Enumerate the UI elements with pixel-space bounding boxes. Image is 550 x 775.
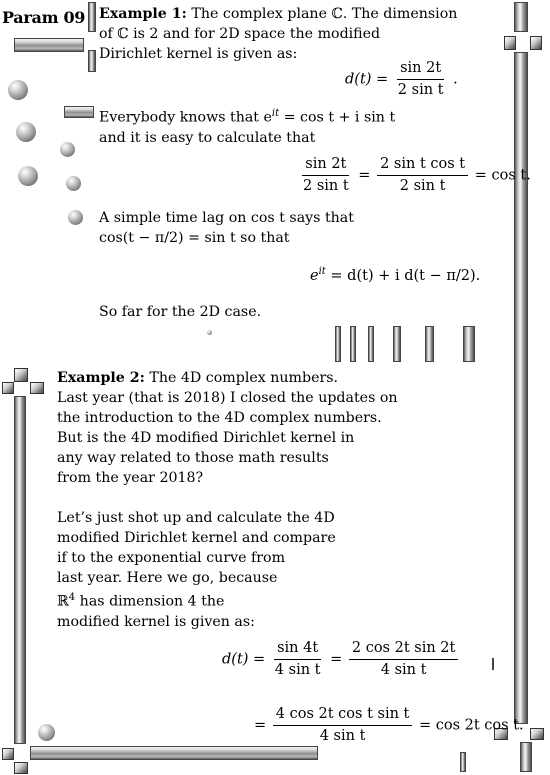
equation-2	[298, 156, 531, 195]
example1-line3: Dirichlet kernel is given as:	[99, 46, 298, 62]
decor-block-right-1	[504, 36, 516, 50]
example2-line10: last year. Here we go, because	[57, 570, 278, 586]
example2-line4: any way related to those math results	[57, 450, 329, 466]
decor-vbar-row-5	[425, 326, 434, 362]
eq3-sup: it	[318, 266, 326, 277]
decor-bar-left-long	[14, 396, 26, 744]
decor-vbar-row-6	[463, 326, 475, 362]
decor-bar-bottom-long	[30, 746, 318, 760]
decor-vbar-row-2	[350, 326, 356, 362]
eq2-fraction-1	[300, 156, 352, 195]
example2-line9: if to the exponential curve from	[57, 550, 286, 566]
decor-bar-right-bottom	[520, 742, 532, 772]
eq3-rest: = d(t) + i d(t − π/2).	[325, 267, 481, 284]
eq1-denominator: 2 sin t	[397, 82, 444, 98]
para3-line1: A simple time lag on cos t says that	[99, 210, 354, 226]
para2-sup: it	[271, 108, 280, 119]
eq5-denominator: 4 sin t	[319, 728, 366, 744]
decor-vbar-row-3	[368, 326, 374, 362]
eq5-tail: = cos 2t cos t.	[414, 717, 524, 734]
decor-bar-right-long	[514, 52, 528, 724]
example2-label: Example 2:	[57, 370, 145, 386]
example2-line12: modified kernel is given as:	[57, 613, 255, 630]
decor-sphere-3	[60, 142, 75, 157]
decor-vbar-row-4	[393, 326, 401, 362]
decor-block-right-2	[530, 36, 542, 50]
decor-bar-top-left-vert	[88, 2, 96, 32]
example2-line2: the introduction to the 4D complex numbers.	[57, 410, 382, 426]
para3-line2: cos(t − π/2) = sin t so that	[99, 230, 290, 246]
example2-line7: Let’s just shot up and calculate the 4D	[57, 510, 335, 526]
decor-bar-top-left-vert2	[88, 50, 96, 72]
decor-sphere-6	[68, 210, 83, 225]
eq1-numerator: sin 2t	[397, 60, 444, 80]
example1-paragraph	[99, 4, 457, 64]
decor-sphere-5	[66, 176, 81, 191]
equation-3	[310, 266, 480, 284]
eq4-numerator-2: 2 cos 2t sin 2t	[349, 640, 458, 660]
decor-block-left-3	[30, 382, 44, 394]
example2-r4-sup: 4	[68, 592, 76, 603]
example1-line2: of ℂ is 2 and for 2D space the modified	[99, 26, 381, 42]
decor-block-right-4	[530, 728, 544, 740]
decor-sphere-small	[207, 330, 212, 335]
eq4-numerator-1: sin 4t	[274, 640, 321, 660]
decor-bar-mid-left	[64, 106, 94, 118]
decor-block-left-5	[14, 762, 28, 774]
eq2-numerator-2: 2 sin t cos t	[377, 156, 468, 176]
equation-1	[345, 60, 458, 99]
example2-r4: ℝ	[57, 593, 69, 610]
equation-5	[254, 706, 524, 745]
equation-4	[222, 640, 460, 679]
example2-line0: The 4D complex numbers.	[144, 370, 339, 386]
paragraph-2	[99, 104, 395, 148]
decor-sphere-4	[18, 166, 38, 186]
eq4-fraction-2	[349, 640, 458, 679]
example2-line1: Last year (that is 2018) I closed the updates on	[57, 390, 398, 406]
eq2-denominator-2: 2 sin t	[399, 178, 446, 194]
example2-line8: modified Dirichlet kernel and compare	[57, 530, 336, 546]
decor-sphere-2	[16, 122, 36, 142]
eq2-numerator-1: sin 2t	[302, 156, 349, 176]
eq1-lhs: d(t) =	[345, 71, 393, 88]
eq2-equals: =	[353, 167, 376, 184]
decor-vbar-row-1	[335, 326, 341, 362]
eq4-equals: =	[325, 651, 347, 668]
decor-block-left-2	[14, 368, 28, 382]
example1-line1: The complex plane ℂ. The dimension	[186, 6, 458, 22]
decor-sphere-7	[38, 724, 55, 741]
para2-line1b: = cos t + i sin t	[279, 109, 396, 126]
example2-r4-rest: has dimension 4 the	[75, 593, 225, 610]
example2-line5: from the year 2018?	[57, 470, 204, 486]
eq2-tail: = cos t.	[470, 167, 531, 184]
eq4-denominator-1: 4 sin t	[274, 662, 321, 678]
eq2-fraction-2	[377, 156, 468, 195]
eq5-fraction	[273, 706, 413, 745]
para2-line1: Everybody knows that e	[99, 109, 272, 126]
decor-block-left-4	[2, 748, 14, 760]
eq1-fraction	[395, 60, 447, 99]
decor-bar-right-small	[460, 752, 466, 772]
example2-blank	[57, 488, 398, 508]
decor-bar-top-left	[14, 38, 84, 52]
eq2-denominator-1: 2 sin t	[303, 178, 349, 194]
example2-paragraph	[57, 368, 398, 632]
example2-line3: But is the 4D modified Dirichlet kernel in	[57, 430, 355, 446]
paragraph-4: So far for the 2D case.	[99, 304, 262, 320]
page-badge: Param 09	[2, 8, 86, 27]
paragraph-3	[99, 208, 354, 248]
decor-sphere-1	[8, 80, 28, 100]
decor-bar-right-top	[514, 2, 528, 32]
para2-line2: and it is easy to calculate that	[99, 129, 316, 146]
eq1-tail: .	[448, 71, 458, 88]
eq4-fraction-1	[272, 640, 324, 679]
eq3-base: e	[310, 267, 319, 284]
decor-tick-right	[492, 658, 494, 670]
eq4-denominator-2: 4 sin t	[380, 662, 427, 678]
eq5-lhs: =	[254, 717, 271, 734]
eq4-lhs: d(t) =	[222, 651, 270, 668]
eq5-numerator: 4 cos 2t cos t sin t	[273, 706, 413, 726]
decor-block-left-1	[2, 382, 14, 394]
example1-label: Example 1:	[99, 6, 187, 22]
